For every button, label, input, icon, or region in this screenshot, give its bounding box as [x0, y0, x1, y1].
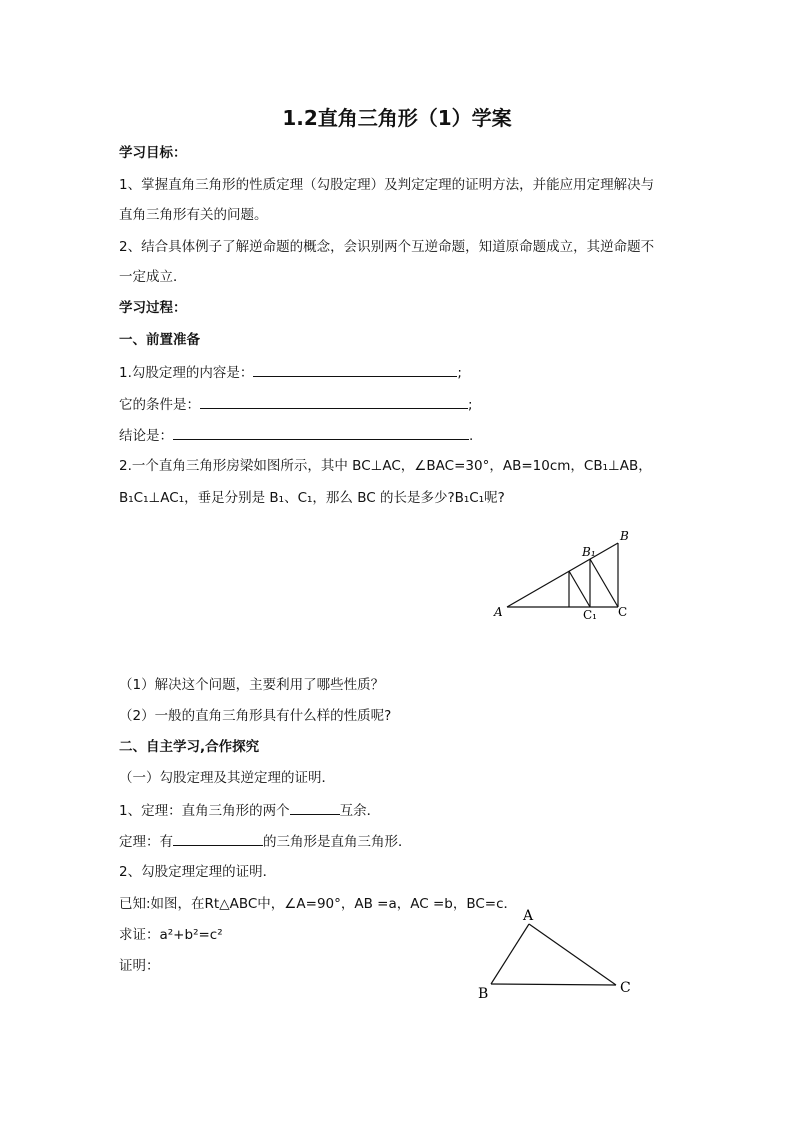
theorem-1-prefix: 1、定理：直角三角形的两个	[119, 803, 290, 819]
answer-blank	[173, 425, 469, 440]
question-1-label: 1.勾股定理的内容是：	[119, 365, 254, 381]
edge-ab	[507, 543, 618, 607]
theorem-1-suffix: 互余．	[339, 803, 381, 819]
part-1-heading: （一）勾股定理及其逆定理的证明．	[119, 770, 335, 786]
edge-ac	[529, 924, 616, 985]
goal-item-2-line-2: 一定成立．	[119, 269, 187, 285]
label-c: C	[620, 980, 631, 996]
conclusion-end: .	[469, 428, 474, 444]
page-title: 1.2直角三角形（1）学案	[282, 106, 512, 130]
prove-statement: 求证：a²+b²=c²	[119, 927, 223, 943]
question-2-line-2: B₁C₁⊥AC₁，垂足分别是 B₁、C₁，那么 BC 的长是多少?B₁C₁呢?	[119, 490, 505, 506]
condition-label: 它的条件是：	[119, 397, 200, 413]
label-b1: B₁	[582, 545, 596, 559]
theorem-1	[119, 800, 380, 821]
segment-c1-to-ab	[569, 571, 590, 607]
conclusion-label: 结论是：	[119, 428, 173, 444]
question-1-conclusion	[119, 425, 473, 446]
goal-item-2-line-1: 2、结合具体例子了解逆命题的概念，会识别两个互逆命题，知道原命题成立，其逆命题不	[119, 239, 655, 255]
answer-blank	[290, 800, 340, 815]
label-a: A	[494, 605, 503, 619]
theorem-2	[119, 831, 412, 852]
section-2-heading: 二、自主学习,合作探究	[119, 739, 260, 755]
goals-heading: 学习目标：	[119, 145, 187, 161]
label-b: B	[620, 529, 629, 543]
answer-blank	[253, 362, 457, 377]
triangle-abc-figure	[470, 905, 640, 1005]
label-c1: C₁	[583, 608, 597, 622]
proof-label: 证明：	[119, 958, 160, 974]
theorem-2-prefix: 定理：有	[119, 834, 173, 850]
sub-question-1: （1）解决这个问题，主要利用了哪些性质？	[119, 677, 385, 693]
goal-item-1-line-2: 直角三角形有关的问题。	[119, 207, 268, 223]
condition-end: ;	[468, 397, 473, 413]
answer-blank	[173, 831, 263, 846]
goal-item-1-line-1: 1、掌握直角三角形的性质定理（勾股定理）及判定定理的证明方法，并能应用定理解决与	[119, 177, 655, 193]
sub-question-2: （2）一般的直角三角形具有什么样的性质呢?	[119, 708, 392, 724]
question-1-end: ;	[457, 365, 462, 381]
question-2-line-1: 2.一个直角三角形房梁如图所示，其中 BC⊥AC，∠BAC=30°，AB=10cm，CB₁⊥AB，	[119, 458, 652, 474]
given-statement: 已知:如图，在Rt△ABC中，∠A=90°，AB =a，AC =b，BC=c．	[119, 896, 518, 912]
roof-beam-figure	[490, 525, 650, 625]
label-a: A	[523, 908, 534, 924]
question-1-content	[119, 362, 462, 383]
edge-ab	[491, 924, 529, 984]
theorem-2-suffix: 的三角形是直角三角形．	[263, 834, 412, 850]
edge-bc	[491, 984, 616, 985]
section-1-heading: 一、前置准备	[119, 332, 200, 348]
process-heading: 学习过程：	[119, 300, 187, 316]
label-c: C	[618, 605, 628, 619]
label-b: B	[478, 986, 489, 1002]
segment-cb1	[590, 559, 618, 607]
question-1-condition	[119, 394, 473, 415]
answer-blank	[200, 394, 468, 409]
proof-heading: 2、勾股定理定理的证明．	[119, 864, 277, 880]
